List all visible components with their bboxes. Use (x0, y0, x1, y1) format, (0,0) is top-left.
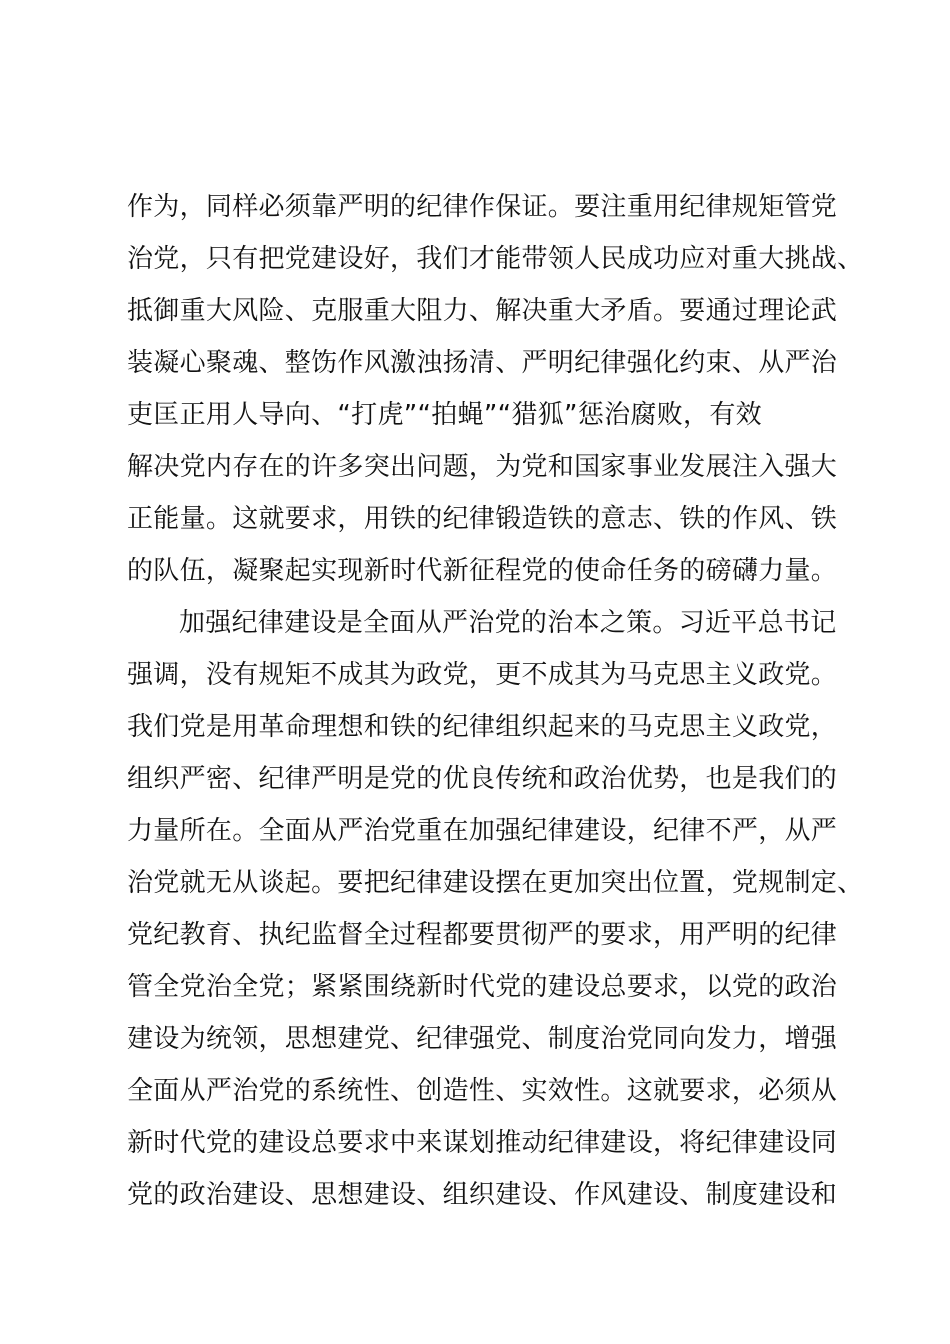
text-line: 新时代党的建设总要求中来谋划推动纪律建设，将纪律建设同 (127, 1128, 838, 1158)
text-line: 建设为统领，思想建党、纪律强党、制度治党同向发力，增强 (127, 1024, 838, 1054)
body-text (127, 181, 864, 1221)
text-line: 党的政治建设、思想建设、组织建设、作风建设、制度建设和 (127, 1180, 838, 1210)
text-line: 正能量。这就要求，用铁的纪律锻造铁的意志、铁的作风、铁 (127, 504, 838, 534)
text-line: 的队伍，凝聚起实现新时代新征程党的使命任务的磅礴力量。 (127, 556, 838, 586)
text-line: 解决党内存在的许多突出问题，为党和国家事业发展注入强大 (127, 452, 838, 482)
text-line: 党纪教育、执纪监督全过程都要贯彻严的要求，用严明的纪律 (127, 920, 838, 950)
text-line: 管全党治全党；紧紧围绕新时代党的建设总要求，以党的政治 (127, 972, 838, 1002)
text-line: 治党，只有把党建设好，我们才能带领人民成功应对重大挑战、 (127, 244, 864, 274)
text-line: 抵御重大风险、克服重大阻力、解决重大矛盾。要通过理论武 (127, 296, 838, 326)
text-line: 强调，没有规矩不成其为政党，更不成其为马克思主义政党。 (127, 660, 838, 690)
text-line: 我们党是用革命理想和铁的纪律组织起来的马克思主义政党， (127, 712, 838, 742)
text-line: 全面从严治党的系统性、创造性、实效性。这就要求，必须从 (127, 1076, 838, 1106)
text-line: 装凝心聚魂、整饬作风激浊扬清、严明纪律强化约束、从严治 (127, 348, 838, 378)
text-line: 治党就无从谈起。要把纪律建设摆在更加突出位置，党规制定、 (127, 868, 864, 898)
text-line: 力量所在。全面从严治党重在加强纪律建设，纪律不严，从严 (127, 816, 838, 846)
paragraph-start-line: 加强纪律建设是全面从严治党的治本之策。习近平总书记 (179, 608, 837, 638)
text-line: 作为，同样必须靠严明的纪律作保证。要注重用纪律规矩管党 (127, 192, 838, 222)
text-line: 吏匡正用人导向、“打虎”“拍蝇”“猎狐”惩治腐败，有效 (127, 400, 762, 430)
text-line: 组织严密、纪律严明是党的优良传统和政治优势，也是我们的 (127, 764, 838, 794)
